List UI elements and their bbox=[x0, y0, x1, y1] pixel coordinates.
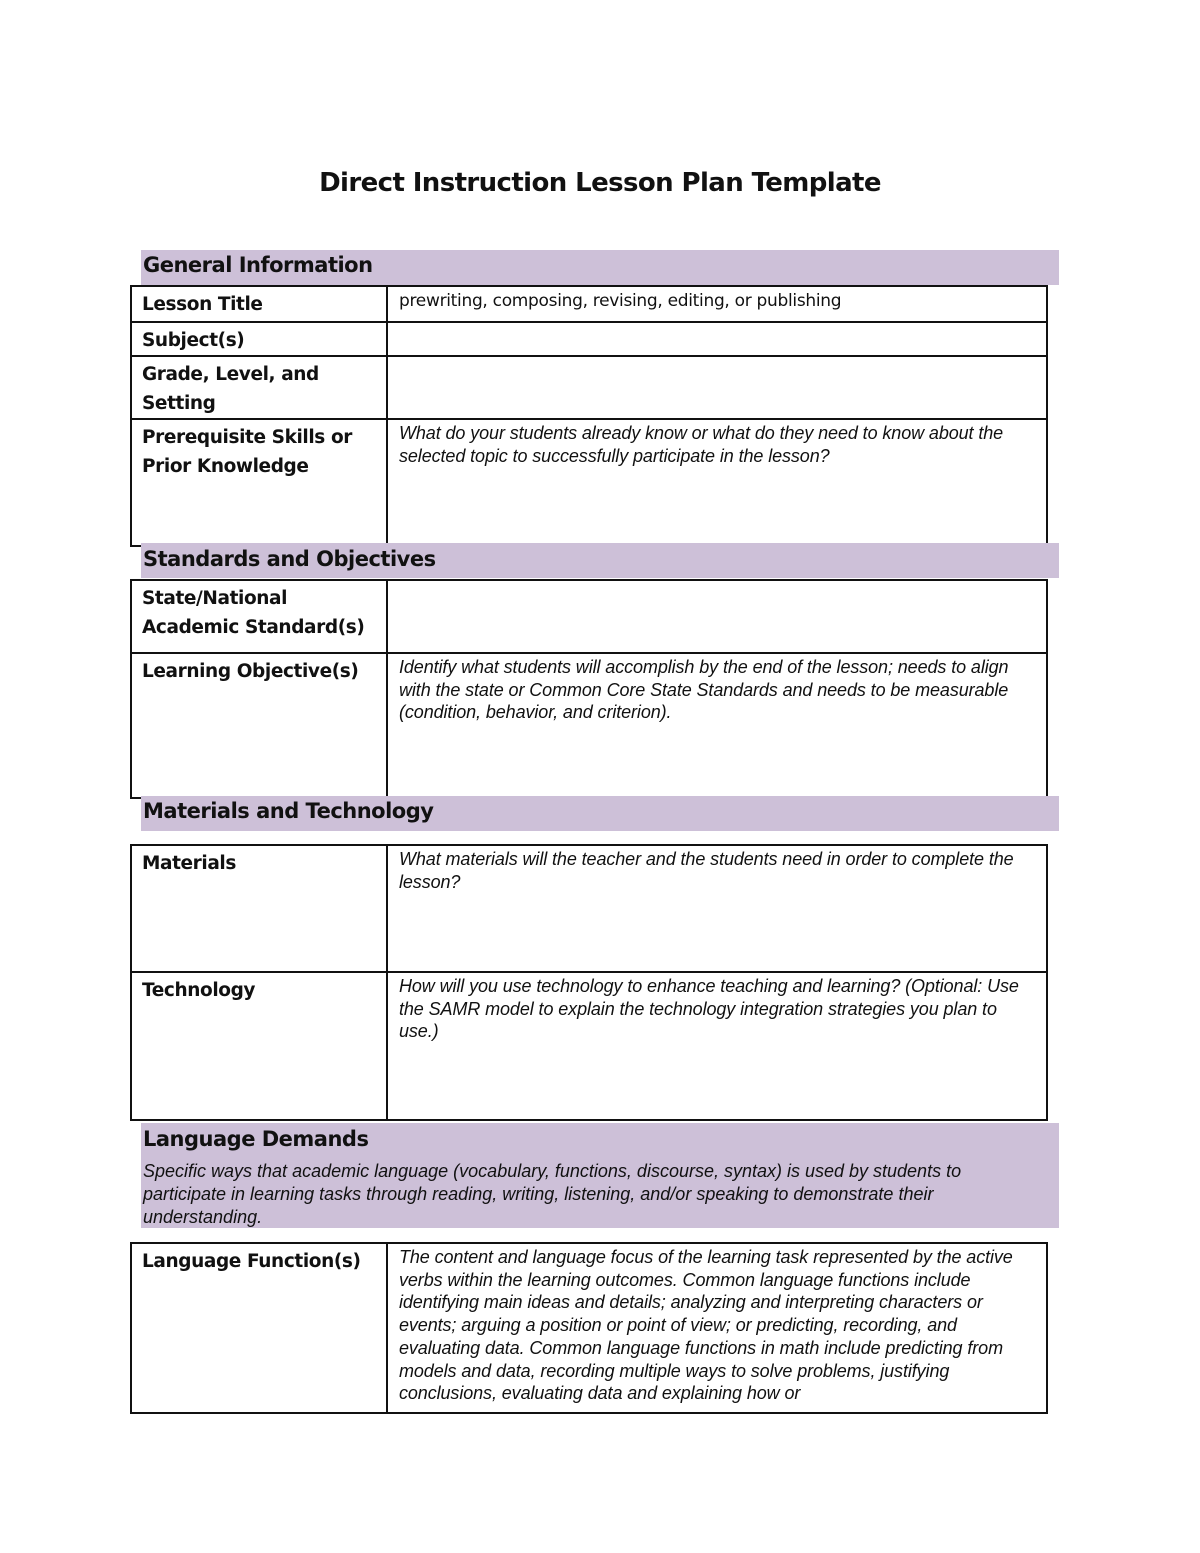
section-title: Standards and Objectives bbox=[143, 547, 436, 571]
row-label: Language Function(s) bbox=[131, 1243, 387, 1413]
table-row bbox=[131, 322, 1047, 356]
table-row bbox=[131, 653, 1047, 798]
section-header-general bbox=[141, 250, 1059, 285]
row-label: Learning Objective(s) bbox=[131, 653, 387, 798]
table-row bbox=[131, 972, 1047, 1120]
lesson-title-field[interactable]: prewriting, composing, revising, editing, or publishing bbox=[387, 286, 1047, 322]
page-title: Direct Instruction Lesson Plan Template bbox=[319, 168, 881, 198]
table-row bbox=[131, 1243, 1047, 1413]
standards-objectives-table bbox=[130, 579, 1048, 799]
language-demands-table bbox=[130, 1242, 1048, 1414]
section-title: General Information bbox=[143, 253, 373, 277]
section-title: Materials and Technology bbox=[143, 799, 434, 823]
general-information-table bbox=[130, 285, 1048, 547]
materials-field[interactable]: What materials will the teacher and the students need in order to complete the lesson? bbox=[387, 845, 1047, 972]
technology-field[interactable]: How will you use technology to enhance teaching and learning? (Optional: Use the SAMR model to explain the technology integration strategies you plan to use.) bbox=[387, 972, 1047, 1120]
section-header-materials bbox=[141, 796, 1059, 831]
table-row bbox=[131, 580, 1047, 653]
row-label: Grade, Level, and Setting bbox=[131, 356, 387, 419]
section-header-standards bbox=[141, 543, 1059, 578]
row-label: Prerequisite Skills or Prior Knowledge bbox=[131, 419, 387, 546]
table-row bbox=[131, 845, 1047, 972]
row-label: State/National Academic Standard(s) bbox=[131, 580, 387, 653]
table-row bbox=[131, 356, 1047, 419]
materials-technology-table bbox=[130, 844, 1048, 1121]
prerequisite-skills-field[interactable]: What do your students already know or what do they need to know about the selected topic to successfully participate in the lesson? bbox=[387, 419, 1047, 546]
learning-objectives-field[interactable]: Identify what students will accomplish by the end of the lesson; needs to align with the state or Common Core State Standards and needs to be measurable (condition, behavior, and criterion). bbox=[387, 653, 1047, 798]
row-label: Subject(s) bbox=[131, 322, 387, 356]
section-title: Language Demands bbox=[143, 1127, 369, 1151]
academic-standards-field[interactable] bbox=[387, 580, 1047, 653]
row-label: Lesson Title bbox=[131, 286, 387, 322]
row-label: Technology bbox=[131, 972, 387, 1120]
section-description: Specific ways that academic language (vocabulary, functions, discourse, syntax) is used by students to participate in learning tasks through reading, writing, listening, and/or speaking to demonstrate their understanding. bbox=[143, 1161, 962, 1227]
grade-level-setting-field[interactable] bbox=[387, 356, 1047, 419]
table-row bbox=[131, 286, 1047, 322]
subjects-field[interactable] bbox=[387, 322, 1047, 356]
row-label: Materials bbox=[131, 845, 387, 972]
language-functions-field[interactable]: The content and language focus of the learning task represented by the active verbs within the learning outcomes. Common language functions include identifying main ideas and details; analyzing and interpreting characters or events; arguing a position or point of view; or predicting, recording, and evaluating data. Common language functions in math include predicting from models and data, recording multiple ways to solve problems, justifying conclusions, evaluating data and explaining how or bbox=[387, 1243, 1047, 1413]
section-header-language bbox=[141, 1123, 1059, 1228]
table-row bbox=[131, 419, 1047, 546]
